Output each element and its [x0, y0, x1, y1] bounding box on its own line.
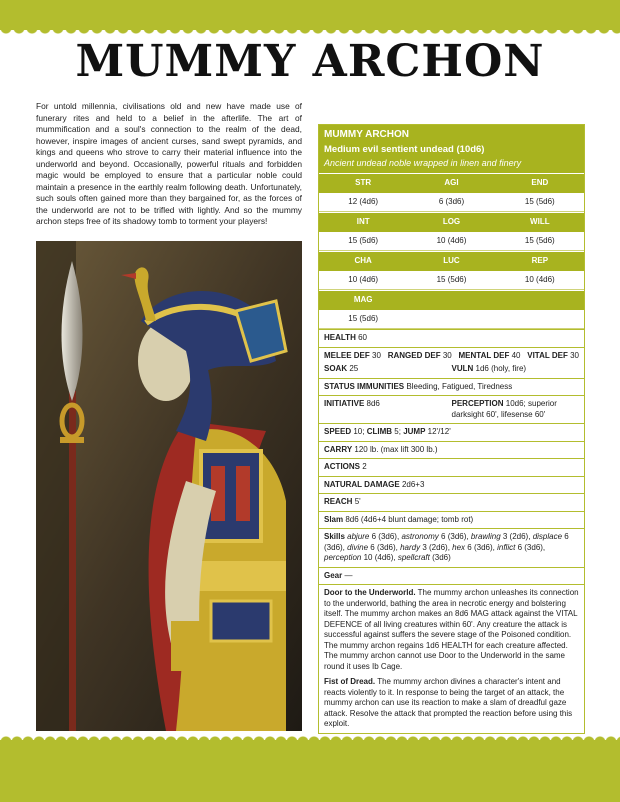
exploit-door-to-the-underworld: Door to the Underworld. The mummy archon unleashes its connection to the underworld, bathing the area in necrotic energy and bolstering itself. The mummy archon makes an 8d6 MAG attack against the VITAL DEFENCE of all living creatures within 60'. Any creature the attack is successful against suffers the severe stage of the Poisoned condition. The mummy archon regains 1d6 HEALTH for each creature affected. The mummy archon cannot use Door to the Underworld in the same round it uses Ib Cage. [324, 588, 579, 671]
vulnerability: VULN 1d6 (holy, fire) [451, 364, 527, 373]
slam-row: Slam 8d6 (4d6+4 blunt damage; tomb rot) [319, 511, 584, 529]
ability-value: 15 (5d6) [496, 232, 584, 252]
perception: PERCEPTION 10d6; superior darksight 60', lifesense 60' [451, 399, 557, 419]
actions-row: ACTIONS 2 [319, 458, 584, 476]
health-row [319, 329, 584, 347]
exploit-fist-of-dread: Fist of Dread. The mummy archon divines a character's intent and reacts violently to it. In response to being the target of an attack, the mummy archon can use its reaction to make a slam of dreadful gaze attack. Resolve the attack that prompted the reaction before using this exploit. [324, 677, 573, 728]
stat-block-header [319, 125, 584, 173]
ability-value: 15 (5d6) [407, 271, 495, 291]
skill: abjure 6 (3d6), [347, 532, 400, 541]
defense-item: RANGED DEF 30 [387, 350, 452, 360]
defense-item: VITAL DEF 30 [527, 350, 579, 360]
ability-value: 6 (3d6) [407, 193, 495, 213]
ability-label: INT [319, 212, 407, 232]
ability-spacer [407, 290, 495, 310]
ability-label: CHA [319, 251, 407, 271]
skill: perception 10 (4d6), [324, 553, 396, 562]
page-title: MUMMY ARCHON [75, 36, 545, 87]
ability-value: 12 (4d6) [319, 193, 407, 213]
ability-label: MAG [319, 290, 407, 310]
health-label: HEALTH [324, 333, 356, 342]
carry-row: CARRY 120 lb. (max lift 300 lb.) [319, 441, 584, 459]
ability-label: WILL [496, 212, 584, 232]
ability-value: 10 (4d6) [407, 232, 495, 252]
skill: displace 6 (3d6), [324, 532, 569, 552]
ability-value: 10 (4d6) [496, 271, 584, 291]
mummy-archon-illustration [36, 241, 302, 731]
initiative: INITIATIVE 8d6 [324, 399, 380, 408]
ability-scores [319, 173, 584, 329]
skill: hex 6 (3d6), [452, 542, 495, 552]
health-value: 60 [358, 333, 367, 342]
ability-label: REP [496, 251, 584, 271]
exploits [319, 584, 584, 733]
ability-label: STR [319, 173, 407, 193]
skill: astronomy 6 (3d6), [401, 532, 469, 541]
ability-value: 10 (4d6) [319, 271, 407, 291]
creature-name: MUMMY ARCHON [324, 129, 409, 140]
bottom-border-band [0, 740, 620, 802]
speed-row: SPEED 10; CLIMB 5; JUMP 12'/12' [319, 423, 584, 441]
intro-paragraph: For untold millennia, civilisations old and new have made use of funerary rites and held to a belief in the afterlife. The art of mummification and a soul's connection to the realm of the dead, however, inspire images of ancient curses, sand swept pyramids, and kings and queens who strove to carry their material influence into the underworld and beyond. Occasionally, powerful rituals and forbidden magic would be employed to ensure that a particular noble could maintain a presence in the earthly realm following death. Unfortunately, such souls often gained more than they bargained for, as the forces of the underworld are not to be trifled with lightly. And so the mummy archon steps free of its shadowy tomb to torment your players! [36, 101, 302, 226]
skill: brawling 3 (2d6), [470, 532, 531, 541]
stat-block [318, 124, 585, 734]
ability-spacer [496, 310, 584, 330]
defense-item: MENTAL DEF 40 [458, 350, 521, 360]
initiative-perception-row [319, 395, 584, 423]
top-border-band [0, 0, 620, 30]
creature-type: Medium evil sentient undead (10d6) [324, 144, 485, 155]
soak: SOAK 25 [324, 364, 359, 373]
natural-damage-row: NATURAL DAMAGE 2d6+3 [319, 476, 584, 494]
skill: spellcraft (3d6) [397, 553, 451, 562]
ability-value: 15 (5d6) [319, 310, 407, 330]
skills-row: Skills abjure 6 (3d6), astronomy 6 (3d6), brawling 3 (2d6), displace 6 (3d6), divine 6 (3d6), hardy 3 (2d6), hex 6 (3d6), inflict 6 (3d6), perception 10 (4d6), spellcraft (3d6) [319, 528, 584, 567]
skill: divine 6 (3d6), [347, 542, 398, 552]
defense-item: MELEE DEF 30 [324, 350, 381, 360]
ability-label: END [496, 173, 584, 193]
ability-value: 15 (5d6) [319, 232, 407, 252]
ability-label: LOG [407, 212, 495, 232]
reach-row: REACH 5' [319, 493, 584, 511]
skill: inflict 6 (3d6), [497, 542, 546, 552]
ability-label: AGI [407, 173, 495, 193]
ability-spacer [407, 310, 495, 330]
ability-spacer [496, 290, 584, 310]
ability-value: 15 (5d6) [496, 193, 584, 213]
status-immunities-row: STATUS IMMUNITIES Bleeding, Fatigued, Tiredness [319, 378, 584, 396]
defense-row [319, 347, 584, 378]
ability-label: LUC [407, 251, 495, 271]
gear-row: Gear — [319, 567, 584, 585]
skill: hardy 3 (2d6), [400, 542, 450, 552]
creature-description: Ancient undead noble wrapped in linen and finery [324, 158, 522, 168]
